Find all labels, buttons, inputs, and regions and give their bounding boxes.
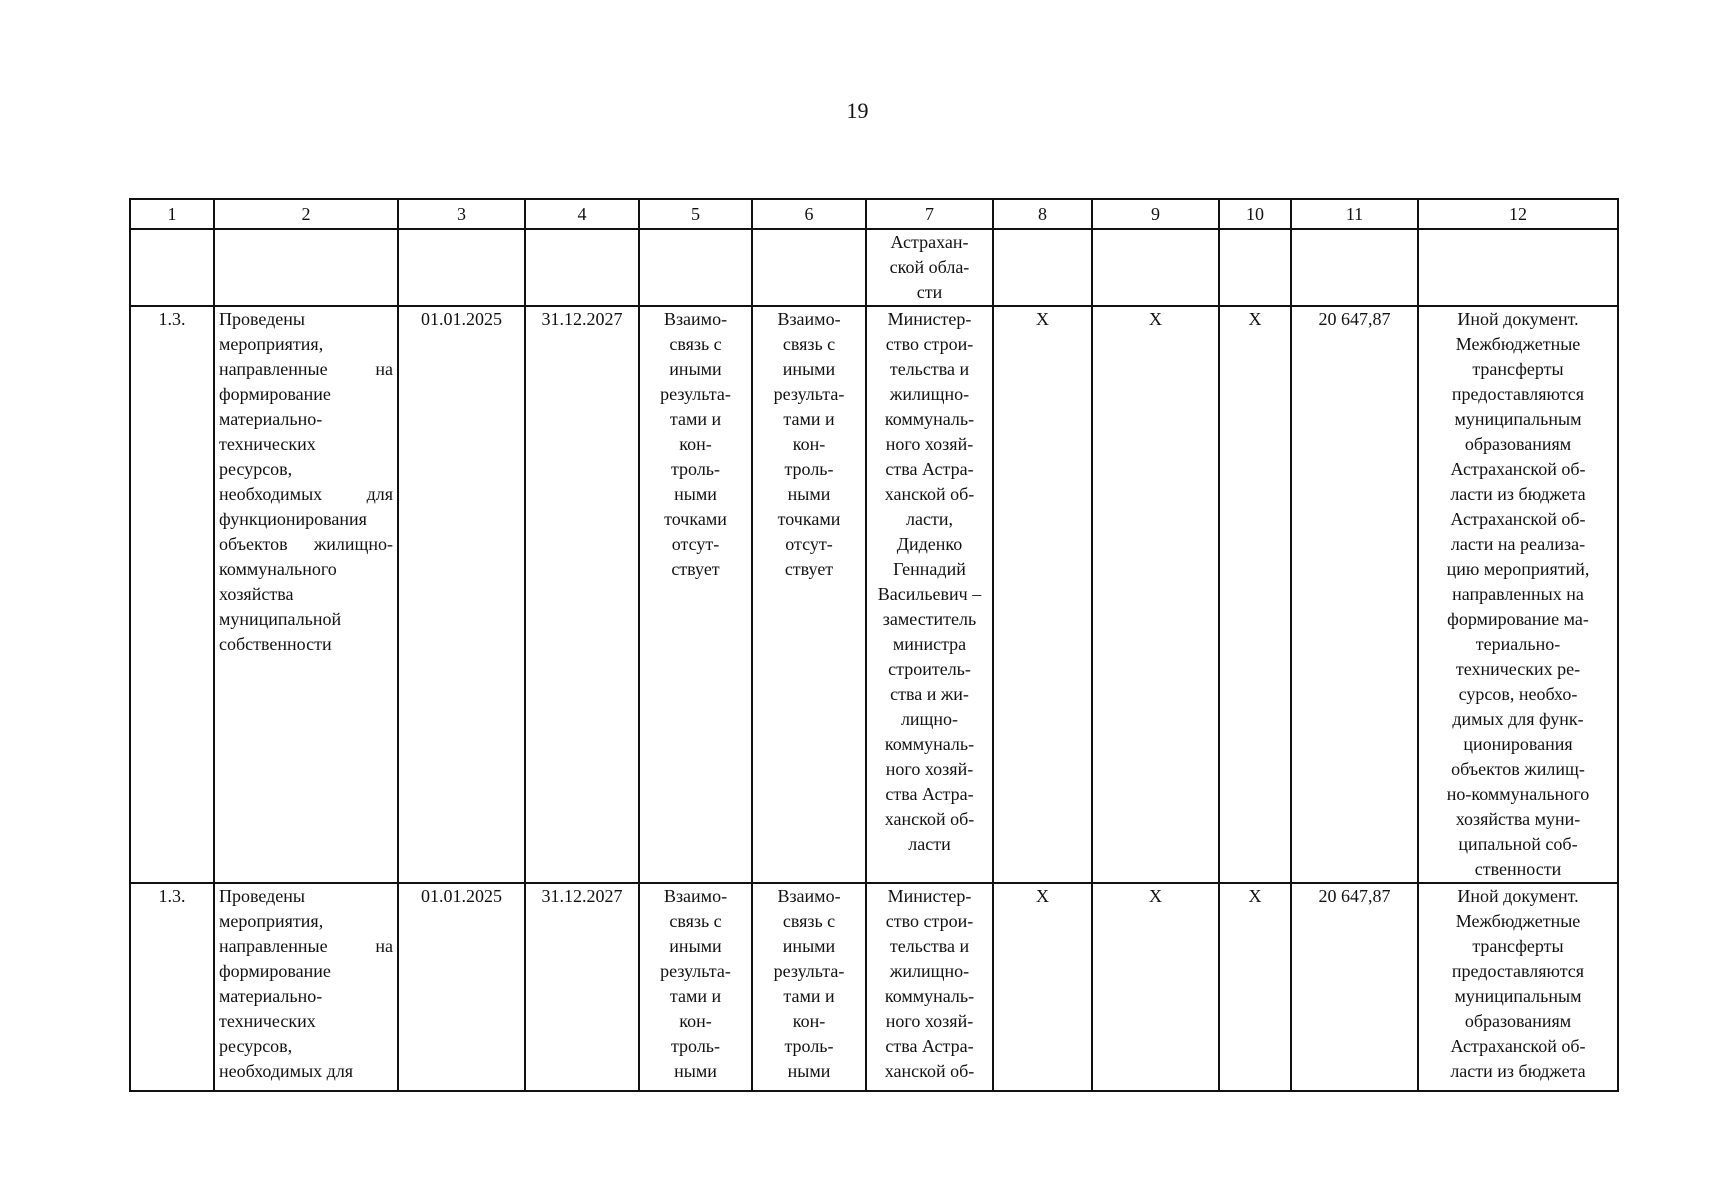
start-date: 01.01.2025 [398, 883, 525, 1091]
column-header: 6 [752, 199, 866, 229]
column-header: 5 [639, 199, 752, 229]
col9-mark: X [1092, 883, 1219, 1091]
continuation-row [130, 229, 1618, 306]
link-results: Взаимо- связь с иными результа- тами и кон- троль- ными [660, 886, 731, 1081]
col8-mark: X [993, 306, 1092, 883]
column-header: 9 [1092, 199, 1219, 229]
header-row [130, 199, 1618, 229]
activity-description: Проведены мероприятия, направленные на формирование материально-технических ресурсов, необходимых для [219, 886, 393, 1081]
empty-cell [993, 229, 1092, 306]
responsible: Министер- ство строи- тельства и жилищно- коммуналь- ного хозяй- ства Астра- ханской об- ласти, Диденко Геннадий Васильевич – заместитель министра строитель- ства и жи- лищно- коммуналь- ного хозяй- ства Астра- ханской об- ласти [877, 309, 982, 854]
empty-cell [130, 229, 214, 306]
col8-mark: X [993, 883, 1092, 1091]
document-type: Иной документ. Межбюджетные трансферты предоставляются муниципальным образованиям Астраханской об- ласти из бюджета Астраханской об- ласти на реализа- цию мероприятий, направленных на формирование ма- териально- технических ре- сурсов, необхо- димых для функ- ционирования объектов жилищ- но-коммунального хозяйства муни- ципальной соб- ственности [1446, 309, 1590, 879]
empty-cell [525, 229, 639, 306]
col10-mark: X [1219, 883, 1291, 1091]
empty-cell [214, 229, 398, 306]
row-number: 1.3. [130, 883, 214, 1091]
empty-cell [1219, 229, 1291, 306]
empty-cell [639, 229, 752, 306]
end-date: 31.12.2027 [525, 306, 639, 883]
empty-cell [398, 229, 525, 306]
column-header: 8 [993, 199, 1092, 229]
column-header: 2 [214, 199, 398, 229]
column-header: 11 [1291, 199, 1418, 229]
activities-table [129, 198, 1619, 1092]
amount: 20 647,87 [1291, 883, 1418, 1091]
row-number: 1.3. [130, 306, 214, 883]
column-header: 1 [130, 199, 214, 229]
page-number: 19 [846, 98, 869, 123]
end-date: 31.12.2027 [525, 883, 639, 1091]
link-results: Взаимо- связь с иными результа- тами и кон- троль- ными точками отсут- ствует [660, 309, 731, 579]
col10-mark: X [1219, 306, 1291, 883]
table-row [130, 883, 1618, 1091]
column-header: 10 [1219, 199, 1291, 229]
table-row [130, 306, 1618, 883]
document-type: Иной документ. Межбюджетные трансферты предоставляются муниципальным образованиям Астраханской об- ласти из бюджета [1450, 886, 1586, 1081]
start-date: 01.01.2025 [398, 306, 525, 883]
empty-cell [1092, 229, 1219, 306]
empty-cell [1291, 229, 1418, 306]
responsible: Министер- ство строи- тельства и жилищно- коммуналь- ного хозяй- ства Астра- ханской об- [884, 886, 975, 1081]
responsible-continuation: Астрахан- ской обла- сти [889, 232, 970, 302]
empty-cell [1418, 229, 1618, 306]
amount: 20 647,87 [1291, 306, 1418, 883]
activity-description: Проведены мероприятия, направленные на формирование материально-технических ресурсов, необходимых для функционирования объектов жилищно-коммунального хозяйства муниципальной собственности [214, 306, 398, 883]
column-header: 12 [1418, 199, 1618, 229]
link-points: Взаимо- связь с иными результа- тами и кон- троль- ными [773, 886, 845, 1081]
link-points: Взаимо- связь с иными результа- тами и кон- троль- ными точками отсут- ствует [773, 309, 845, 579]
column-header: 7 [866, 199, 993, 229]
column-header: 4 [525, 199, 639, 229]
empty-cell [752, 229, 866, 306]
column-header: 3 [398, 199, 525, 229]
col9-mark: X [1092, 306, 1219, 883]
